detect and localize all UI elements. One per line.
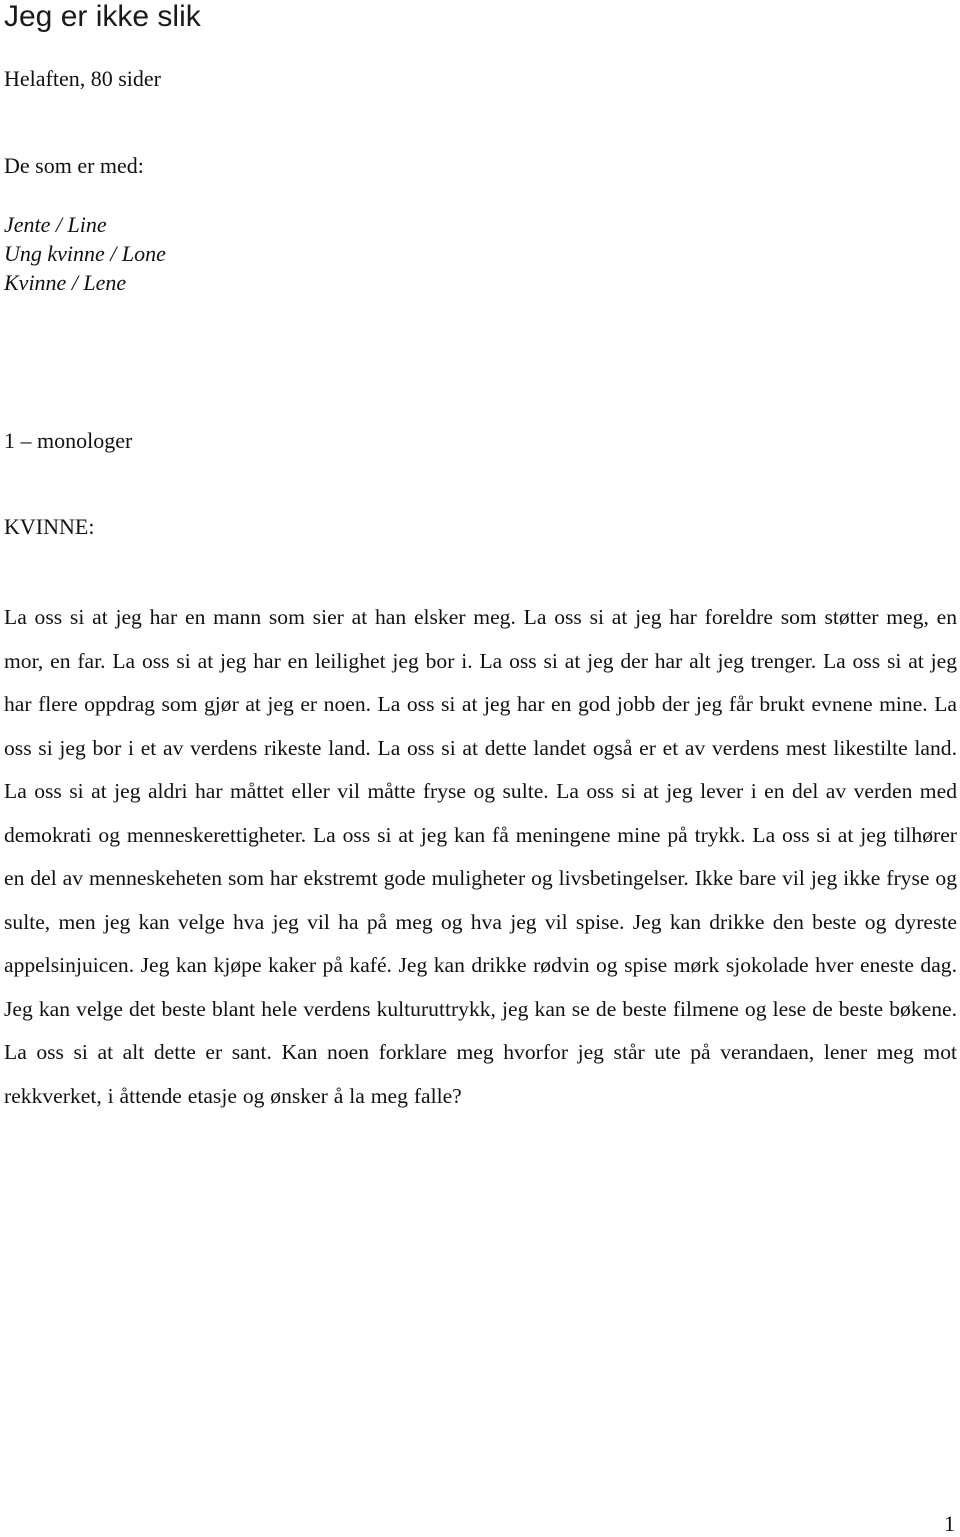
page-title: Jeg er ikke slik xyxy=(4,0,201,33)
section-heading: 1 – monologer xyxy=(4,428,133,453)
cast-list xyxy=(4,210,166,297)
speaker-label: KVINNE: xyxy=(4,514,95,539)
subtitle: Helaften, 80 sider xyxy=(4,66,161,91)
cast-member: Jente / Line xyxy=(4,212,107,237)
cast-member: Ung kvinne / Lone xyxy=(4,241,166,266)
cast-heading: De som er med: xyxy=(4,153,144,178)
monologue-text: La oss si at jeg har en mann som sier at han elsker meg. La oss si at jeg har foreldre som støtter meg, en mor, en far. La oss si at jeg har en leilighet jeg bor i. La oss si at jeg der har alt jeg trenger. La oss si at jeg har flere oppdrag som gjør at jeg er noen. La oss si at jeg har en god jobb der jeg får brukt evnene mine. La oss si jeg bor i et av verdens rikeste land. La oss si at dette landet også er et av verdens mest likestilte land. La oss si at jeg aldri har måttet eller vil måtte fryse og sulte. La oss si at jeg lever i en del av verden med demokrati og menneskerettigheter. La oss si at jeg kan få meningene mine på trykk. La oss si at jeg tilhører en del av menneskeheten som har ekstremt gode muligheter og livsbetingelser. Ikke bare vil jeg ikke fryse og sulte, men jeg kan velge hva jeg vil ha på meg og hva jeg vil spise. Jeg kan drikke den beste og dyreste appelsinjuicen. Jeg kan kjøpe kaker på kafé. Jeg kan drikke rødvin og spise mørk sjokolade hver eneste dag. Jeg kan velge det beste blant hele verdens kulturuttrykk, jeg kan se de beste filmene og lese de beste bøkene. La oss si at alt dette er sant. Kan noen forklare meg hvorfor jeg står ute på verandaen, lener meg mot rekkverket, i åttende etasje og ønsker å la meg falle? xyxy=(4,605,957,1108)
page-number: 1 xyxy=(944,1511,955,1536)
cast-member: Kvinne / Lene xyxy=(4,270,127,295)
